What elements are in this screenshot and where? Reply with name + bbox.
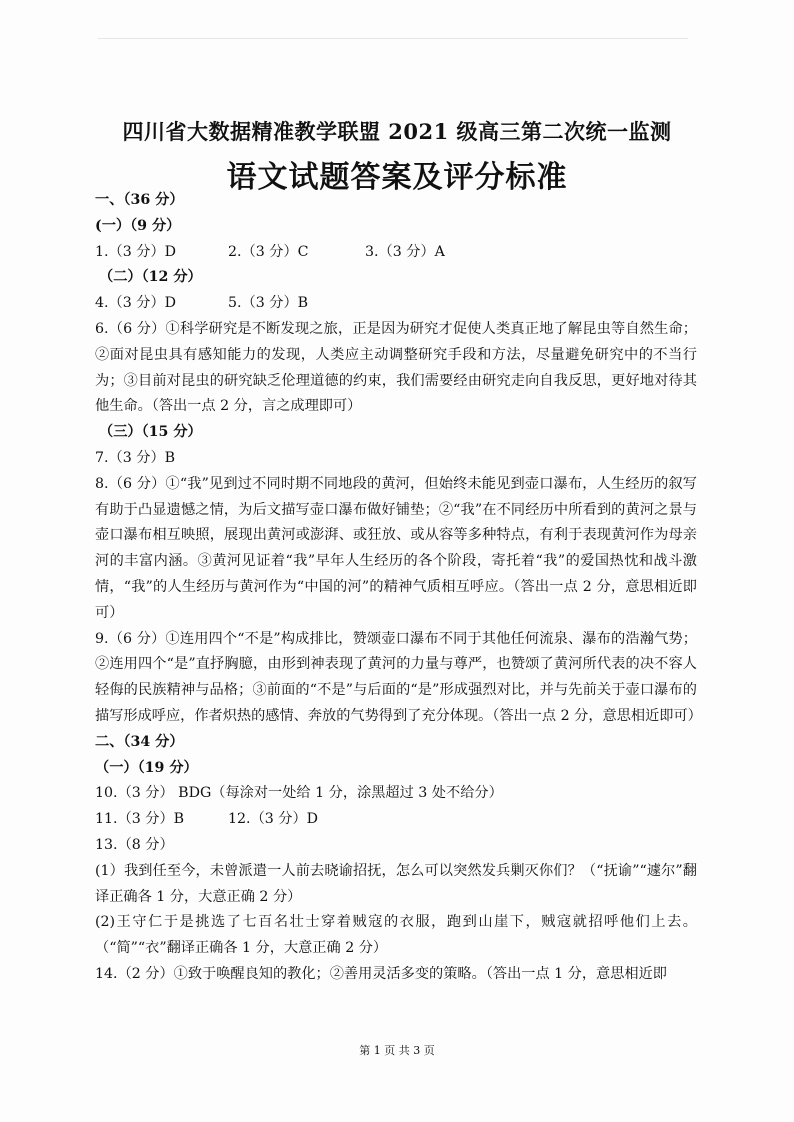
page-number: 第 1 页 共 3 页: [359, 1044, 435, 1057]
answer-q7: 7.（3 分）B: [95, 449, 176, 466]
answer-content: [95, 188, 702, 988]
answer-q14: 14.（2 分）①致于唤醒良知的教化；②善用灵活多变的策略。（答出一点 1 分，意思相近即: [95, 965, 667, 982]
answer-q11: 11.（3 分）B: [95, 811, 185, 828]
answer-q5: 5.（3 分）B: [228, 295, 309, 312]
section-heading-2: 二、（34 分）: [95, 733, 184, 750]
answer-q12: 12.（3 分）D: [228, 811, 319, 828]
answer-q1: 1.（3 分）D: [95, 243, 177, 260]
section-heading-1: 一、（36 分）: [95, 192, 184, 208]
answer-q13-part1: (1）我到任至今，未曾派遣一人前去晓谕招抚，怎么可以突然发兵剿灭你们？（“抚谕”“遽尔”翻译正确各 1 分，大意正确 2 分）: [95, 862, 697, 905]
answer-q3: 3.（3 分）A: [365, 243, 445, 260]
answer-q4: 4.（3 分）D: [95, 295, 177, 312]
answer-q13-part2: (2)王守仁于是挑选了七百名壮士穿着贼寇的衣服，跑到山崖下，贼寇就招呼他们上去。（“简”“衣”翻译正确各 1 分，大意正确 2 分）: [95, 914, 697, 957]
subsection-heading-2a: （一）（19 分）: [95, 759, 198, 776]
subsection-heading-1b: （二）（12 分）: [99, 269, 202, 286]
scan-edge-line: [98, 38, 688, 39]
answer-q13: 13.（8 分）: [95, 836, 174, 853]
answer-row-1-3: [95, 240, 697, 266]
answer-q8: 8.（6 分）①“我”见到过不同时期不同地段的黄河，但始终未能见到壶口瀑布，人生经历的叙写有助于凸显遗憾之情，为后文描写壶口瀑布做好铺垫；②“我”在不同经历中所看到的黄河之景与壶口瀑布相互映照，展现出黄河或澎湃、或狂放、或从容等多种特点，有利于表现黄河作为母亲河的丰富内涵。③黄河见证着“我”早年人生经历的各个阶段，寄托着“我”的爱国热忱和战斗激情，“我”的人生经历与黄河作为“中国的河”的精神气质相互呼应。（答出一点 2 分，意思相近即可）: [95, 475, 697, 621]
answer-q9: 9.（6 分）①连用四个“不是”构成排比，赞颂壶口瀑布不同于其他任何流泉、瀑布的浩瀚气势；②连用四个“是”直抒胸臆，由形到神表现了黄河的力量与尊严，也赞颂了黄河所代表的决不容人轻侮的民族精神与品格；③前面的“不是”与后面的“是”形成强烈对比，并与先前关于壶口瀑布的描写形成呼应，作者炽热的感情、奔放的气势得到了充分体现。（答出一点 2 分，意思相近即可）: [95, 630, 702, 724]
answer-q2: 2.（3 分）C: [228, 243, 309, 260]
answer-row-11-12: [95, 807, 697, 833]
subsection-heading-1a: (一）（9 分）: [95, 217, 181, 234]
answer-row-4-5: [95, 291, 697, 317]
answer-q10: 10.（3 分） BDG（每涂对一处给 1 分，涂黑超过 3 处不给分）: [95, 785, 503, 802]
document-title: 四川省大数据精准教学联盟 2021 级高三第二次统一监测: [122, 119, 672, 144]
document-subtitle: 语文试题答案及评分标准: [226, 160, 568, 195]
answer-q6: 6.（6 分）①科学研究是不断发现之旅，正是因为研究才促使人类真正地了解昆虫等自然生命；②面对昆虫具有感知能力的发现，人类应主动调整研究手段和方法，尽量避免研究中的不当行为；③目前对昆虫的研究缺乏伦理道德的约束，我们需要经由研究走向自我反思，更好地对待其他生命。（答出一点 2 分，言之成理即可）: [95, 320, 697, 415]
subsection-heading-1c: （三）（15 分）: [99, 424, 202, 441]
